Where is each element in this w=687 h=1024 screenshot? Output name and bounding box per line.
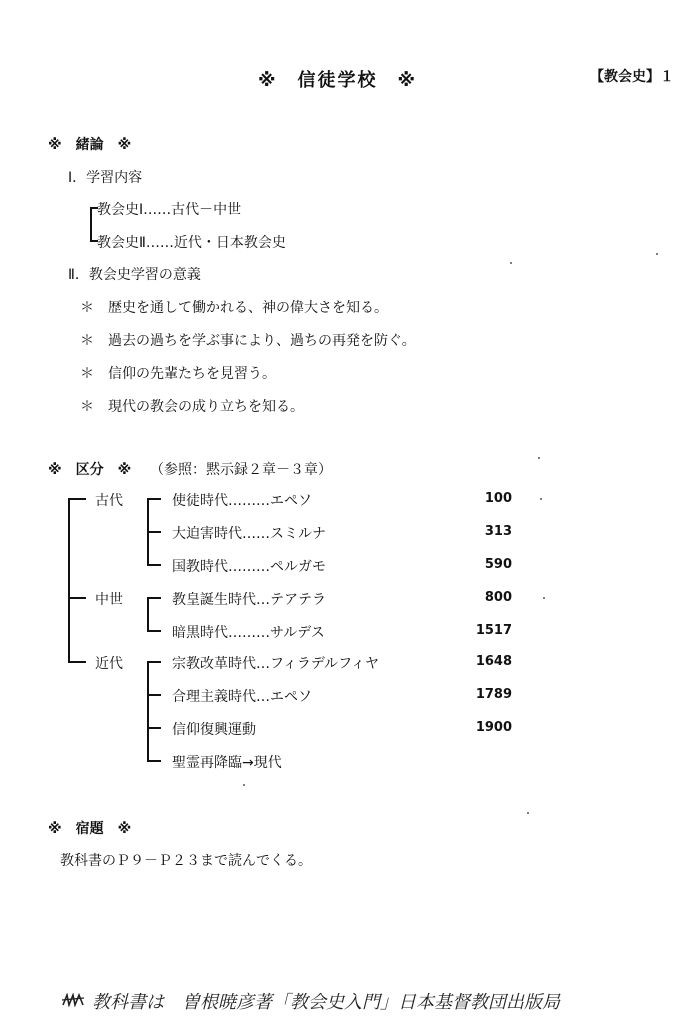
- significance-item: ＊ 信仰の先輩たちを見習う。: [80, 366, 276, 382]
- period-label: 宗教改革時代…フィラデルフィヤ: [172, 656, 380, 672]
- section1-item: 教会史Ⅱ……近代・日本教会史: [97, 235, 286, 251]
- period-year: 100: [484, 491, 512, 506]
- period-label: 聖霊再降臨→現代: [172, 755, 282, 771]
- significance-item: ＊ 過去の過ちを学ぶ事により、過ちの再発を防ぐ。: [80, 333, 416, 349]
- handwritten-note: 教科書は 曽根暁彦著「教会史入門」日本基督教団出版局: [92, 992, 560, 1013]
- period-branch: [147, 630, 161, 632]
- period-label: 使徒時代………エペソ: [172, 493, 312, 509]
- section1-title: Ⅰ．学習内容: [68, 170, 143, 186]
- period-branch: [147, 564, 161, 566]
- period-label: 大迫害時代……スミルナ: [172, 526, 326, 542]
- period-branch: [147, 498, 161, 500]
- period-branch: [147, 531, 161, 533]
- significance-item: ＊ 現代の教会の成り立ちを知る。: [80, 399, 304, 415]
- course-label: 【教会史】１: [590, 69, 674, 85]
- period-year: 1517: [475, 623, 512, 638]
- period-branch: [147, 661, 161, 663]
- significance-item: ＊ 歴史を通して働かれる、神の偉大さを知る。: [80, 300, 388, 316]
- era-modern: 近代: [95, 656, 123, 672]
- period-branch: [147, 694, 161, 696]
- section1-item: 教会史Ⅰ……古代－中世: [97, 202, 242, 218]
- period-label: 教皇誕生時代…テアテラ: [172, 592, 326, 608]
- era-medieval: 中世: [95, 592, 123, 608]
- scan-speck: [510, 262, 512, 264]
- homework-heading: ※ 宿題 ※: [48, 821, 132, 837]
- period-branch: [147, 727, 161, 729]
- homework-text: 教科書のＰ９－Ｐ２３まで読んでくる。: [60, 853, 312, 869]
- era-branch: [68, 597, 86, 599]
- period-branch: [147, 760, 161, 762]
- period-tree-vertical: [147, 661, 149, 762]
- period-label: 暗黒時代………サルデス: [172, 625, 325, 641]
- period-tree-vertical: [147, 597, 149, 632]
- scan-speck: [527, 812, 529, 814]
- period-year: 1789: [475, 687, 512, 702]
- period-year: 800: [484, 590, 512, 605]
- scan-speck: [243, 784, 245, 786]
- era-branch: [68, 661, 86, 663]
- division-reference: （参照：黙示録２章－３章）: [150, 462, 332, 478]
- period-label: 信仰復興運動: [172, 722, 256, 738]
- era-branch: [68, 498, 86, 500]
- division-heading: ※ 区分 ※: [48, 462, 132, 478]
- period-year: 313: [484, 524, 512, 539]
- era-ancient: 古代: [95, 493, 123, 509]
- scan-speck: [538, 457, 540, 459]
- period-year: 1648: [475, 654, 512, 669]
- scan-speck: [543, 597, 545, 599]
- scribble-mark: [62, 992, 84, 1006]
- page-title: ※ 信徒学校 ※: [258, 70, 417, 91]
- scan-speck: [540, 498, 542, 500]
- period-label: 合理主義時代…エペソ: [172, 689, 312, 705]
- scan-speck: [656, 253, 658, 255]
- period-branch: [147, 597, 161, 599]
- period-label: 国教時代………ペルガモ: [172, 559, 326, 575]
- period-year: 590: [484, 557, 512, 572]
- era-tree-vertical: [68, 498, 70, 662]
- period-year: 1900: [475, 720, 512, 735]
- section2-title: Ⅱ．教会史学習の意義: [68, 267, 201, 283]
- section1-bracket-vertical: [90, 207, 92, 242]
- intro-heading: ※ 緒論 ※: [48, 137, 132, 153]
